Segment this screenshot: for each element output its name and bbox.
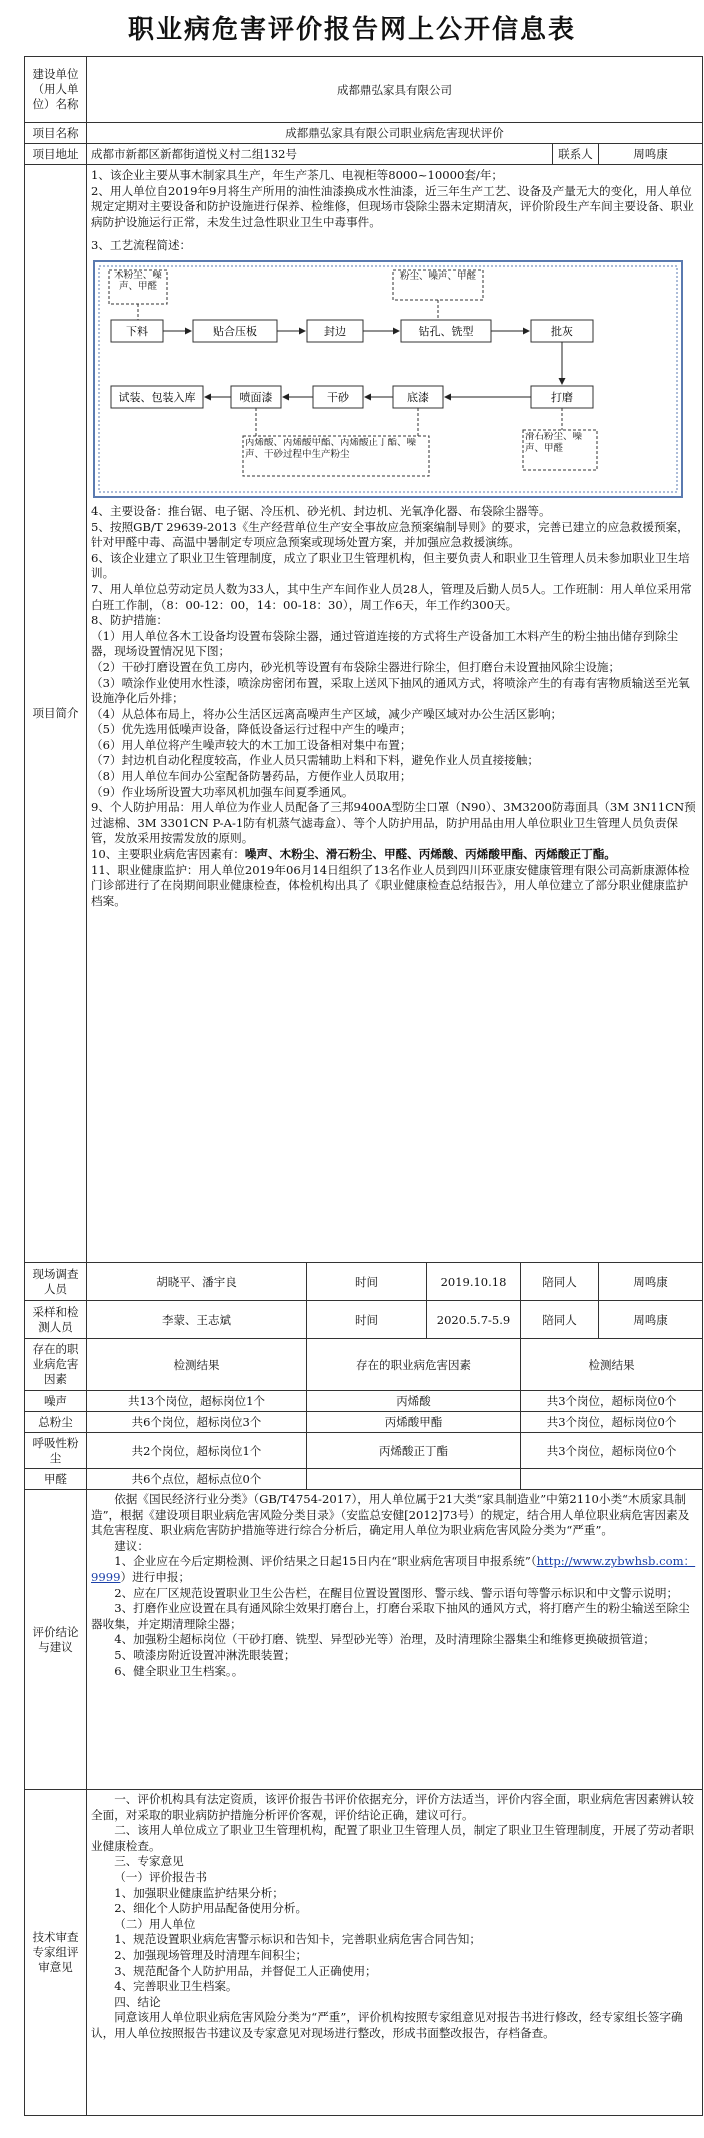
intro-p9: 9、个人防护用品：用人单位为作业人员配备了三邦9400A型防尘口罩（N90）、3M3200防毒面具（3M 3N11CN预过滤棉、3M 3301CN P-A-1防有机蒸气滤毒盒）、等个人防护用品，防护用品由用人单位职业卫生管理人员负责保管，发放采用按需发放的原则。 [91,800,696,846]
sampling-acc-label: 陪同人 [521,1301,599,1339]
table-row [25,1412,703,1433]
intro-p6: 6、该企业建立了职业卫生管理制度，成立了职业卫生管理机构，但主要负责人和职业卫生管理人员未参加职业卫生培训。 [91,550,690,581]
suggestion-4: 4、加强粉尘超标岗位（干砂打磨、铣型、异型砂光等）治理，及时清理除尘器集尘和维修更换破损管道； [114,1632,655,1647]
info-table [24,56,703,2116]
review-p13: 同意该用人单位职业病危害风险分类为“严重”，评价机构按照专家组意见对报告书进行修改，经专家组长签字确认，用人单位按照报告书建议及专家意见对现场进行整改，形成书面整改报告，存档备查。 [91,2010,683,2040]
project-value: 成都鼎弘家具有限公司职业病危害现状评价 [87,123,703,144]
hazard-factor: 甲醛 [25,1469,87,1490]
intro-p1: 1、该企业主要从事木制家具生产，年生产茶几、电视柜等8000~10000套/年； [91,168,504,182]
table-row [25,1469,703,1490]
suggestion-1-text: 1、企业应在今后定期检测、评价结果之日起15日内在“职业病危害项目申报系统”（ [114,1554,537,1569]
hazards-intro: 10、主要职业病危害因素有： [91,847,245,862]
hazard-col2: 检测结果 [87,1339,307,1391]
suggestion-1-tail: ）进行申报； [120,1569,191,1584]
suggestion-1 [91,1554,698,1585]
step-putty: 批灰 [551,325,573,338]
review-p3: 三、专家意见 [114,1854,184,1869]
hazard-col1: 存在的职业病危害因素 [25,1339,87,1391]
note-top-left: 木粉尘、噪声、甲醛 [114,270,162,292]
org-label: 建设单位（用人单位）名称 [25,57,87,123]
intro-p4: 4、主要设备：推台锯、电子锯、冷压机、砂光机、封边机、光氧净化器、布袋除尘器等。 [91,503,551,518]
measure-1: （1）用人单位各木工设备均设置布袋除尘器，通过管道连接的方式将生产设备加工木料产生的粉尘抽出储存到除尘器，现场设置情况见下图； [91,628,679,659]
hazard-col3: 存在的职业病危害因素 [307,1339,521,1391]
hazard-result: 共3个岗位，超标岗位0个 [521,1433,703,1469]
review-p2: 二、该用人单位成立了职业卫生管理机构，配置了职业卫生管理人员，制定了职业卫生管理制度，开展了劳动者职业健康检查。 [91,1823,694,1853]
survey-acc-label: 陪同人 [521,1263,599,1301]
intro-p2: 2、用人单位自2019年9月将生产所用的油性油漆换成水性油漆，近三年生产工艺、设备及产量无大的变化，用人单位规定定期对主要设备和防护设施进行保养、检维修，但现场市袋除尘器未定期清灰，评价阶段生产车间主要设备、职业病防护设施运行正常，未发生过急性职业卫生中毒事件。 [91,183,694,229]
hazard-factor: 噪声 [25,1391,87,1412]
survey-label: 现场调查人员 [25,1263,87,1301]
hazard-factor [307,1469,521,1490]
survey-acc: 周鸣康 [599,1263,703,1301]
sampling-label: 采样和检测人员 [25,1301,87,1339]
review-p1: 一、评价机构具有法定资质，该评价报告书评价依据充分，评价方法适当，评价内容全面，职业病危害因素辨认较全面，对采取的职业病防护措施分析评价客观，评价结论正确，建议可行。 [91,1792,694,1822]
step-dry-sanding: 干砂 [327,391,349,404]
table-row [25,1391,703,1412]
hazard-factor: 丙烯酸 [307,1391,521,1412]
hazard-result: 共3个岗位，超标岗位0个 [521,1412,703,1433]
table-row [25,1433,703,1469]
review-label: 技术审查专家组评审意见 [25,1790,87,2116]
review-p11: 4、完善职业卫生档案。 [114,1979,238,1994]
hazard-result: 共6个岗位，超标岗位3个 [87,1412,307,1433]
intro-p11: 11、职业健康监护：用人单位2019年06月14日组织了13名作业人员到四川环亚康安健康管理有限公司高新康源体检门诊部进行了在岗期间职业健康检查，体检机构出具了《职业健康检查总结报告》，用人单位建立了部分职业健康监护档案。 [91,862,690,908]
measure-9: （9）作业场所设置大功率风机加强车间夏季通风。 [91,784,354,799]
page-title: 职业病危害评价报告网上公开信息表 [127,15,576,45]
contact-value: 周鸣康 [599,144,703,165]
hazard-factor: 丙烯酸甲酯 [307,1412,521,1433]
conclusion-label: 评价结论与建议 [25,1490,87,1790]
conclusion-content [87,1490,703,1790]
review-p10: 3、规范配备个人防护用品，并督促工人正确使用； [114,1963,377,1978]
intro-p8: 8、防护措施： [91,613,168,628]
survey-time-label: 时间 [307,1263,427,1301]
measure-8: （8）用人单位车间办公室配备防暑药品，方便作业人员取用； [91,769,412,784]
note-bottom-mid: 丙烯酸、丙烯酸甲酯、丙烯酸正丁酯、噪声、干砂过程中生产粉尘 [245,437,417,460]
review-p5: 1、加强职业健康监护结果分析； [114,1885,284,1900]
review-p6: 2、细化个人防护用品配备使用分析。 [114,1901,308,1916]
hazard-result: 共6个点位，超标点位0个 [87,1469,307,1490]
hazard-col4: 检测结果 [521,1339,703,1391]
step-drilling: 钻孔、铣型 [418,325,474,338]
hazard-result: 共2个岗位，超标岗位1个 [87,1433,307,1469]
hazard-result: 共3个岗位，超标岗位0个 [521,1391,703,1412]
hazard-factor: 丙烯酸正丁酯 [307,1433,521,1469]
declaration-system-link[interactable]: http://www.zybwhsb.com：9999 [91,1554,696,1584]
measure-2: （2）干砂打磨设置在负工房内，砂光机等设置有布袋除尘器进行除尘，但打磨台未设置抽风除尘设施； [91,659,621,674]
intro-p3: 3、工艺流程简述： [91,238,192,253]
conclusion-p1: 依据《国民经济行业分类》（GB/T4754-2017），用人单位属于21大类“家具制造业”中第2110小类“木质家具制造”，根据《建设项目职业病危害风险分类目录》（安监总安健[2012]73号）的规定，结合用人单位职业病危害因素及其危害程度、职业病危害防护措施等进行综合分析后，确定用人单位为职业病危害风险分类为“严重”。 [91,1492,690,1538]
review-p4: （一）评价报告书 [114,1869,207,1884]
review-p12: 四、结论 [114,1994,161,2009]
suggestion-5: 5、喷漆房附近设置冲淋洗眼装置； [114,1647,296,1662]
review-p9: 2、加强现场管理及时清理车间积尘； [114,1947,308,1962]
measure-5: （5）优先选用低噪声设备，降低设备运行过程中产生的噪声； [91,722,412,737]
sampling-people: 李蒙、王志斌 [87,1301,307,1339]
note-top-right: 粉尘、噪声、甲醛 [399,271,476,282]
measure-6: （6）用人单位将产生噪声较大的木工加工设备相对集中布置； [91,737,412,752]
step-packing: 试装、包装入库 [118,391,196,404]
step-topcoat: 喷面漆 [239,391,273,404]
suggestion-6: 6、健全职业卫生档案。。 [114,1663,244,1678]
org-value: 成都鼎弘家具有限公司 [87,57,703,123]
address-label: 项目地址 [25,144,87,165]
sampling-time-label: 时间 [307,1301,427,1339]
measure-4: （4）从总体布局上，将办公生活区远离高噪声生产区域，减少产噪区域对办公生活区影响； [91,706,563,721]
process-flow-diagram [91,260,698,498]
sampling-acc: 周鸣康 [599,1301,703,1339]
survey-time: 2019.10.18 [427,1263,521,1301]
review-content [87,1790,703,2116]
measure-3: （3）喷涂作业使用水性漆，喷涂房密闭布置，采取上送风下抽风的通风方式，将喷涂产生的有毒有害物质输送至光氧设施净化后外排； [91,675,690,706]
step-edge-banding: 封边 [324,325,346,338]
intro-label: 项目简介 [25,165,87,1263]
hazard-result: 共13个岗位，超标岗位1个 [87,1391,307,1412]
survey-people: 胡晓平、潘宇良 [87,1263,307,1301]
intro-content [87,165,703,1263]
project-label: 项目名称 [25,123,87,144]
hazards-list: 噪声、木粉尘、滑石粉尘、甲醛、丙烯酸、丙烯酸甲酯、丙烯酸正丁酯。 [244,847,616,862]
suggestion-2: 2、应在厂区规范设置职业卫生公告栏，在醒目位置设置图形、警示线、警示语句等警示标识和中文警示说明； [114,1585,679,1600]
intro-p7: 7、用人单位总劳动定员人数为33人，其中生产车间作业人员28人，管理及后勤人员5人。工作班制：用人单位采用常白班工作制，（8：00-12：00，14：00-18：30），周工作6天，年工作约300天。 [91,581,692,612]
hazard-factor: 呼吸性粉尘 [25,1433,87,1469]
address-value: 成都市新都区新都街道悦义村二组132号 [87,144,553,165]
review-p7: （二）用人单位 [114,1916,196,1931]
step-laminating: 贴合压板 [213,325,257,338]
sampling-time: 2020.5.7-5.9 [427,1301,521,1339]
review-p8: 1、规范设置职业病危害警示标识和告知卡，完善职业病危害合同告知； [114,1932,481,1947]
contact-label: 联系人 [553,144,599,165]
hazard-result [521,1469,703,1490]
intro-p10 [91,847,698,863]
suggestion-3: 3、打磨作业应设置在具有通风除尘效果打磨台上，打磨台采取下抽风的通风方式，将打磨产生的粉尘输送至除尘器收集，并定期清理除尘器； [91,1601,690,1631]
step-sanding: 打磨 [551,391,573,404]
hazard-factor: 总粉尘 [25,1412,87,1433]
note-bottom-right: 滑石粉尘、噪声、甲醛 [525,431,583,454]
intro-p5: 5、按照GB/T 29639-2013《生产经营单位生产安全事故应急预案编制导则》的要求，完善已建立的应急救援预案，针对甲醛中毒、高温中暑制定专项应急预案或现场处置方案，并加强应急救援演练。 [91,519,689,550]
step-cutting: 下料 [126,325,148,338]
step-primer: 底漆 [407,391,429,404]
measure-7: （7）封边机自动化程度较高，作业人员只需辅助上料和下料，避免作业人员直接接触； [91,753,539,768]
conclusion-p2: 建议： [114,1538,149,1553]
